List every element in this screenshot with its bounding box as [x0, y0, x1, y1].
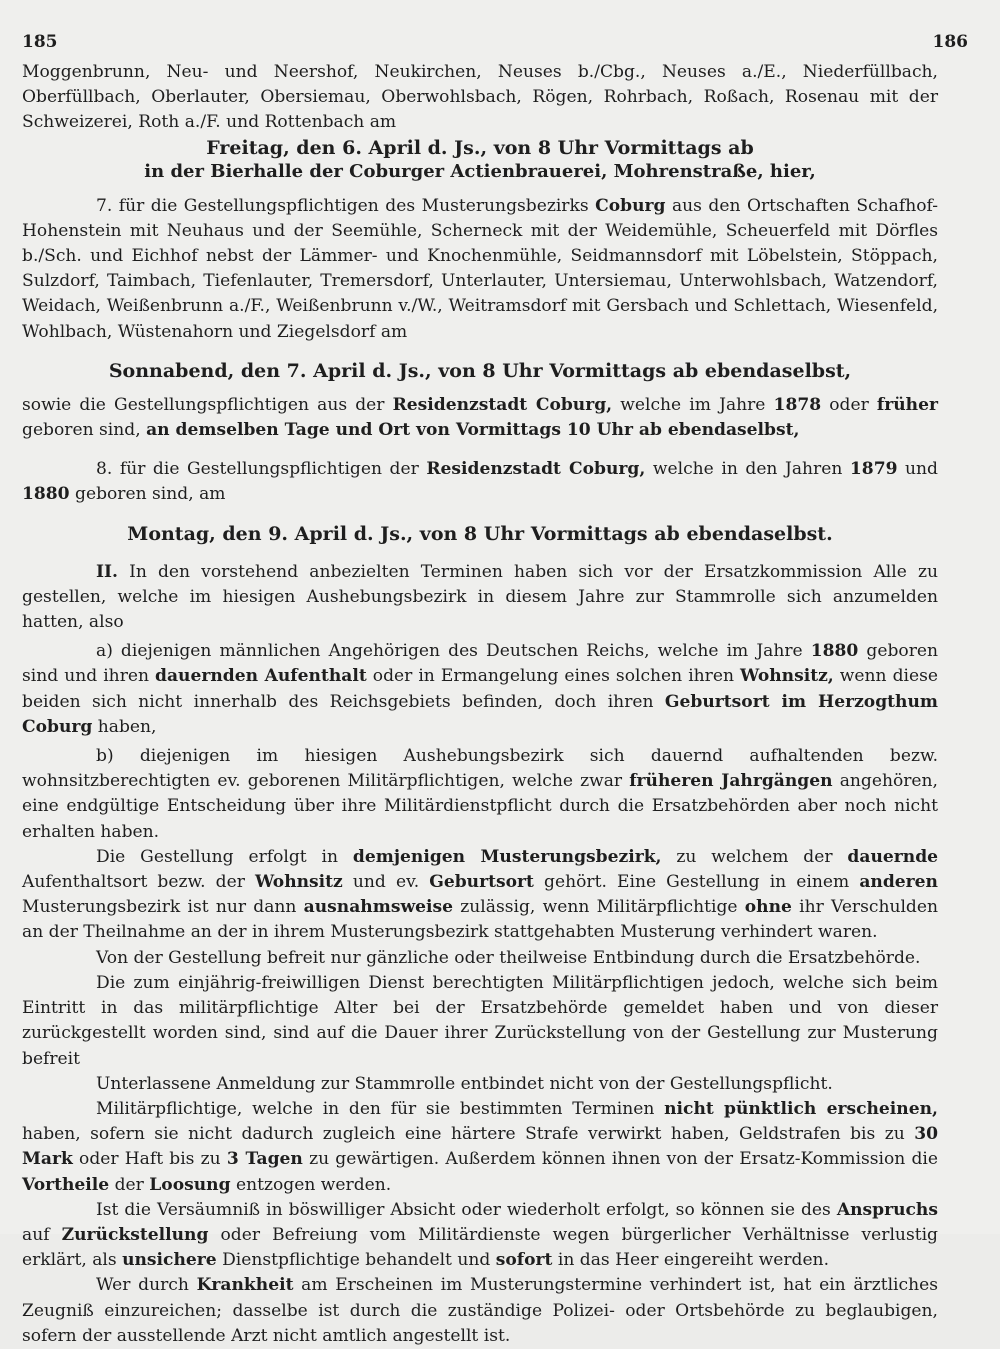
text-run: oder in Ermangelung eines solchen ihren	[366, 666, 741, 687]
text-run: und	[897, 459, 938, 480]
emphasis: 30 Mark	[22, 1124, 938, 1170]
text-run: welche im Jahre	[612, 394, 774, 415]
emphasis: Vortheile	[22, 1174, 110, 1195]
emphasis: ohne	[744, 897, 792, 918]
paragraph-versaeumniss	[22, 1198, 938, 1274]
text-run: geboren sind und ihren	[22, 641, 938, 687]
text-run: b) diejenigen im hiesigen Aushebungsbezirk sich dauernd aufhaltenden bezw. wohnsitzberechtigten ev. geborenen Militärpflichtigen, welche zwar	[22, 746, 938, 792]
paragraph-villages-list: Moggenbrunn, Neu- und Neershof, Neukirchen, Neuses b./Cbg., Neuses a./E., Niederfüllbach, Oberfüllbach, Oberlauter, Obersiemau, Oberwohlsbach, Rögen, Rohrbach, Roßach, Rosenau mit der Schweizerei, Roth a./F. und Rottenbach am	[22, 62, 938, 133]
paragraph-item-8	[22, 457, 938, 507]
text-run: oder Befreiung vom Militärdienste wegen bürgerlicher Verhältnisse verlustig erklärt, als	[22, 1224, 938, 1271]
text-run: zulässig, wenn Militärpflichtige	[453, 897, 745, 918]
paragraph-gestellung	[22, 845, 938, 946]
paragraph-item-a	[22, 639, 938, 740]
text-run: zu gewärtigen. Außerdem können ihnen von der Ersatz-Kommission die	[302, 1149, 939, 1170]
text-run: 8. für die Gestellungspflichtigen der	[96, 459, 427, 480]
text-run: ihr Verschulden an der Theilnahme an der in ihrem Musterungsbezirk stattgehabten Musterung verhindert waren.	[22, 897, 939, 943]
text-run: Aufenthaltsort bezw. der	[22, 872, 255, 893]
section-number: II.	[96, 561, 118, 582]
text-run: haben, sofern sie nicht dadurch zugleich eine härtere Strafe verwirkt haben, Geldstrafen bis zu	[22, 1124, 915, 1145]
text-run: geboren sind,	[22, 420, 147, 441]
emphasis: nicht pünktlich erscheinen,	[664, 1098, 938, 1119]
text-run: wenn diese beiden sich nicht innerhalb des Reichsgebiets befinden, doch ihren	[22, 666, 938, 712]
heading-friday-location: in der Bierhalle der Coburger Actienbrauerei, Mohrenstraße, hier,	[144, 160, 816, 182]
paragraph-befreiung: Von der Gestellung befreit nur gänzliche oder theilweise Entbindung durch die Ersatzbehörde.	[96, 947, 921, 968]
page-number-right: 186	[932, 32, 968, 52]
text-run: der	[109, 1174, 150, 1195]
paragraph-item-7	[22, 194, 938, 345]
text-run: welche in den Jahren	[645, 459, 850, 480]
emphasis: Coburg	[595, 195, 666, 216]
paragraph-residenzstadt-1878	[22, 393, 938, 443]
text-run: gehört. Eine Gestellung in einem	[533, 872, 860, 893]
text-run: Militärpflichtige, welche in den für sie bestimmten Terminen	[96, 1098, 665, 1119]
emphasis: Residenzstadt Coburg,	[426, 459, 646, 480]
emphasis: 1880	[22, 484, 70, 505]
text-run: haben,	[92, 716, 157, 737]
text-run: aus den Ortschaften Schafhof-Hohenstein mit Neuhaus und der Seemühle, Scherneck mit der Weidemühle, Scheuerfeld mit Dörfles b./Sch. und Eichhof nebst der Lämmer- und Knochenmühle, Seidmannsdorf mit Löbelstein, Stöppach, Sulzdorf, Taimbach, Tiefenlauter, Tremersdorf, Unterlauter, Untersiemau, Unterwohlsbach, Watzendorf, Weidach, Weißenbrunn a./F., Weißenbrunn v./W., Weitramsdorf mit Gersbach und Schlettach, Wiesenfeld, Wohlbach, Wüstenahorn und Ziegelsdorf am	[22, 195, 938, 342]
text-run: sowie die Gestellungspflichtigen aus der	[22, 394, 393, 415]
text-run: Dienstpflichtige behandelt und	[216, 1250, 496, 1271]
emphasis: Zurückstellung	[61, 1224, 209, 1245]
paragraph-strafen	[22, 1097, 938, 1198]
emphasis: an demselben Tage und Ort von Vormittags 10 Uhr ab ebendaselbst,	[146, 420, 800, 441]
page-number-left: 185	[22, 32, 58, 52]
emphasis: dauernden Aufenthalt	[155, 666, 367, 687]
text-run: angehören, eine endgültige Entscheidung über ihre Militärdienstpflicht durch die Ersatzbehörden aber noch nicht erhalten haben.	[22, 771, 938, 842]
emphasis: Anspruchs	[836, 1199, 938, 1220]
heading-friday-date: Freitag, den 6. April d. Js., von 8 Uhr Vormittags ab	[206, 136, 754, 159]
heading-saturday-date: Sonnabend, den 7. April d. Js., von 8 Uhr Vormittags ab ebendaselbst,	[108, 359, 852, 382]
emphasis: Loosung	[149, 1174, 231, 1195]
emphasis: früheren Jahrgängen	[629, 771, 833, 792]
emphasis: Wohnsitz	[254, 872, 343, 893]
emphasis: sofort	[495, 1250, 553, 1271]
text-run: Musterungsbezirk ist nur dann	[22, 897, 304, 918]
text-run: oder Haft bis zu	[72, 1149, 227, 1170]
text-run: auf	[22, 1224, 62, 1245]
text-run: Wer durch	[96, 1275, 197, 1296]
emphasis: früher	[876, 394, 938, 415]
page-number-header	[22, 30, 968, 60]
paragraph-section-II	[22, 560, 938, 636]
text-run: am Erscheinen im Musterungstermine verhindert ist, hat ein ärztliches Zeugniß einzureichen; dasselbe ist durch die zuständige Polizei- oder Ortsbehörde zu beglaubigen, sofern der ausstellende Arzt nicht amtlich angestellt ist.	[22, 1275, 938, 1346]
text-run: 7. für die Gestellungspflichtigen des Musterungsbezirks	[96, 195, 596, 216]
emphasis: ausnahmsweise	[303, 897, 454, 918]
text-run: oder	[821, 394, 877, 415]
text-run: und ev.	[342, 872, 430, 893]
emphasis: Wohnsitz,	[740, 666, 834, 687]
emphasis: 1879	[849, 459, 898, 480]
text-run: In den vorstehend anbezielten Terminen haben sich vor der Ersatzkommission Alle zu gestellen, welche im hiesigen Aushebungsbezirk in diesem Jahre zur Stammrolle sich anzumelden hatten, also	[22, 561, 938, 633]
emphasis: Geburtsort	[429, 872, 534, 893]
emphasis: Krankheit	[196, 1275, 294, 1296]
emphasis: unsichere	[122, 1250, 217, 1271]
emphasis: 1878	[773, 394, 822, 415]
emphasis: demjenigen Musterungsbezirk,	[352, 846, 662, 867]
paragraph-anmeldung: Unterlassene Anmeldung zur Stammrolle entbindet nicht von der Gestellungspflicht.	[96, 1073, 833, 1094]
emphasis: dauernde	[847, 846, 939, 867]
emphasis: Residenzstadt Coburg,	[392, 394, 613, 415]
emphasis: 3 Tagen	[226, 1149, 303, 1170]
text-run: Ist die Versäumniß in böswilliger Absicht oder wiederholt erfolgt, so können sie des	[96, 1199, 837, 1220]
text-run: geboren sind, am	[69, 484, 226, 505]
text-run: zu welchem der	[661, 846, 848, 867]
emphasis: Geburtsort im Herzogthum Coburg	[22, 691, 938, 737]
paragraph-einjaehrig: Die zum einjährig-freiwilligen Dienst berechtigten Militärpflichtigen jedoch, welche sich beim Eintritt in das militärpflichtige Alter bei der Ersatzbehörde gemeldet haben und von dieser zurückgestellt worden sind, sind auf die Dauer ihrer Zurückstellung von der Gestellung zur Musterung befreit	[22, 972, 938, 1069]
emphasis: 1880	[810, 641, 859, 662]
paragraph-krankheit	[22, 1273, 938, 1349]
heading-monday-date: Montag, den 9. April d. Js., von 8 Uhr Vormittags ab ebendaselbst.	[127, 522, 833, 545]
text-run: entzogen werden.	[230, 1174, 392, 1195]
text-run: in das Heer eingereiht werden.	[552, 1250, 830, 1271]
emphasis: anderen	[859, 872, 938, 893]
paragraph-item-b	[22, 744, 938, 845]
text-run: Die Gestellung erfolgt in	[96, 846, 353, 867]
text-run: a) diejenigen männlichen Angehörigen des Deutschen Reichs, welche im Jahre	[96, 641, 811, 662]
